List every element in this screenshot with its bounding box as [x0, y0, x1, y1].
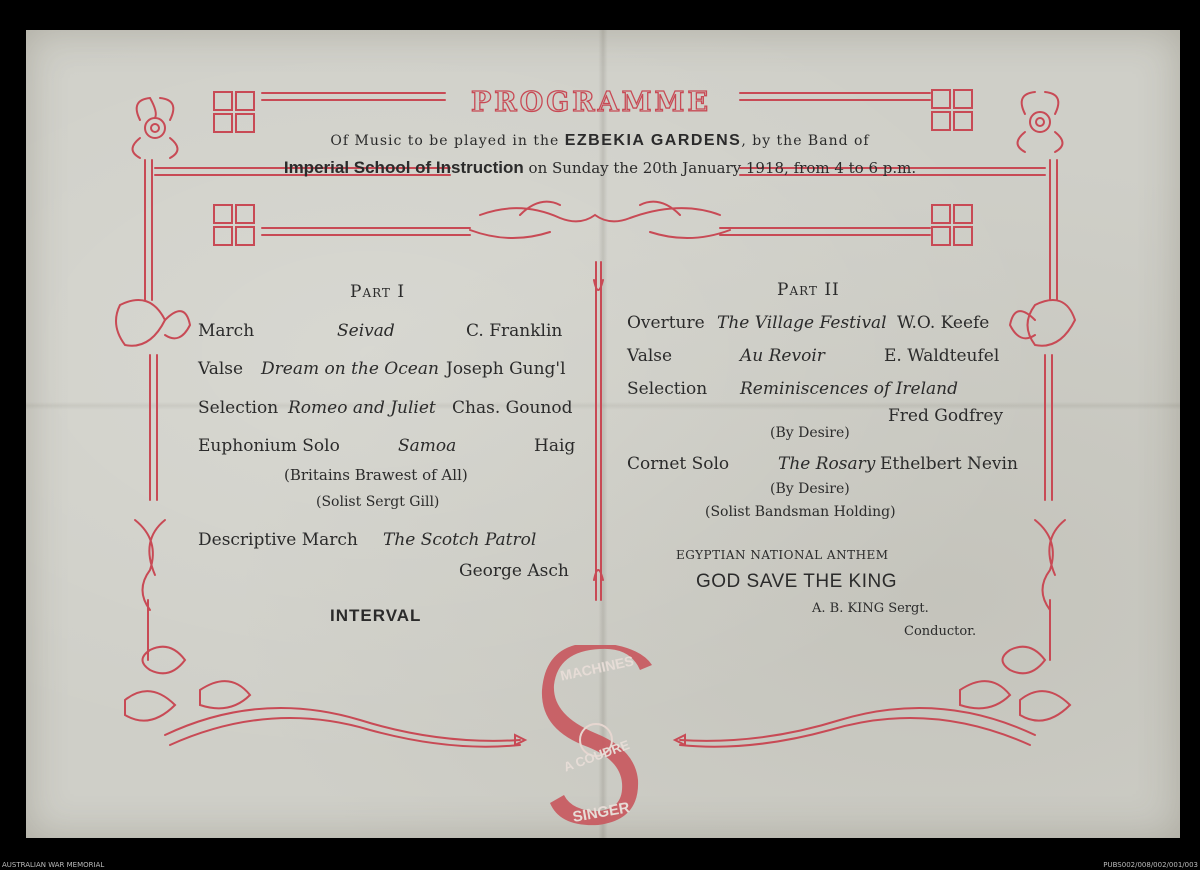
header-line-2: Imperial School of Instruction on Sunday the 20th January 1918, from 4 to 6 p.m. [283, 158, 917, 177]
part-1-heading: Part I [350, 282, 406, 302]
anthem-egyptian: EGYPTIAN NATIONAL ANTHEM [676, 548, 889, 562]
singer-logo [540, 645, 660, 830]
part1-selection-composer: Chas. Gounod [452, 398, 573, 418]
part1-descriptive-type: Descriptive March [198, 530, 358, 550]
part2-selection-title: Reminiscences of Ireland [740, 379, 959, 399]
programme-title: PROGRAMME [470, 87, 712, 118]
part1-march-title: Seivad [337, 321, 395, 341]
part2-valse-composer: E. Waldteufel [884, 346, 1000, 366]
part1-euphonium-title: Samoa [398, 436, 457, 456]
part2-overture-composer: W.O. Keefe [897, 313, 990, 333]
part2-valse-type: Valse [627, 346, 673, 366]
part2-cornet-type: Cornet Solo [627, 454, 730, 474]
part1-valse-composer: Joseph Gung'l [446, 359, 566, 379]
part2-overture-title: The Village Festival [717, 313, 887, 333]
part-2-heading: Part II [777, 280, 840, 300]
part2-overture-type: Overture [627, 313, 705, 333]
svg-text:SINGER: SINGER [571, 799, 632, 826]
part2-selection-composer: Fred Godfrey [888, 406, 1004, 426]
part2-cornet-note: (By Desire) [770, 481, 850, 497]
part1-march-composer: C. Franklin [466, 321, 563, 341]
part2-cornet-soloist: (Solist Bandsman Holding) [705, 504, 896, 520]
part1-descriptive-composer: George Asch [459, 561, 569, 581]
venue-name: EZBEKIA GARDENS [564, 132, 742, 149]
part2-selection-note: (By Desire) [770, 425, 850, 441]
conductor-role: Conductor. [904, 624, 977, 639]
part2-valse-title: Au Revoir [740, 346, 825, 366]
svg-text:MACHINES: MACHINES [558, 652, 636, 684]
part1-selection-title: Romeo and Juliet [288, 398, 436, 418]
svg-text:A COUDRE: A COUDRE [561, 736, 632, 775]
part2-selection-type: Selection [627, 379, 708, 399]
part2-cornet-title: The Rosary [778, 454, 876, 474]
interval-label: INTERVAL [330, 606, 422, 625]
part1-valse-title: Dream on the Ocean [261, 359, 439, 379]
part1-euphonium-composer: Haig [534, 436, 576, 456]
part1-descriptive-title: The Scotch Patrol [383, 530, 537, 550]
part1-march-type: March [198, 321, 255, 341]
part1-selection-type: Selection [198, 398, 279, 418]
part1-valse-type: Valse [198, 359, 244, 379]
part1-euphonium-note: (Britains Brawest of All) [284, 466, 468, 484]
footer-left: AUSTRALIAN WAR MEMORIAL [2, 861, 105, 869]
part2-cornet-composer: Ethelbert Nevin [880, 454, 1018, 474]
part1-euphonium-soloist: (Solist Sergt Gill) [316, 494, 440, 510]
band-name: Imperial School of Instruction [283, 158, 524, 177]
header-line-1: Of Music to be played in the EZBEKIA GARDENS, by the Band of [330, 132, 870, 149]
conductor-name: A. B. KING Sergt. [812, 601, 929, 616]
anthem-god-save-the-king: GOD SAVE THE KING [696, 571, 898, 592]
footer-right: PUBS002/008/002/001/003 [1103, 861, 1198, 869]
part1-euphonium-type: Euphonium Solo [198, 436, 340, 456]
